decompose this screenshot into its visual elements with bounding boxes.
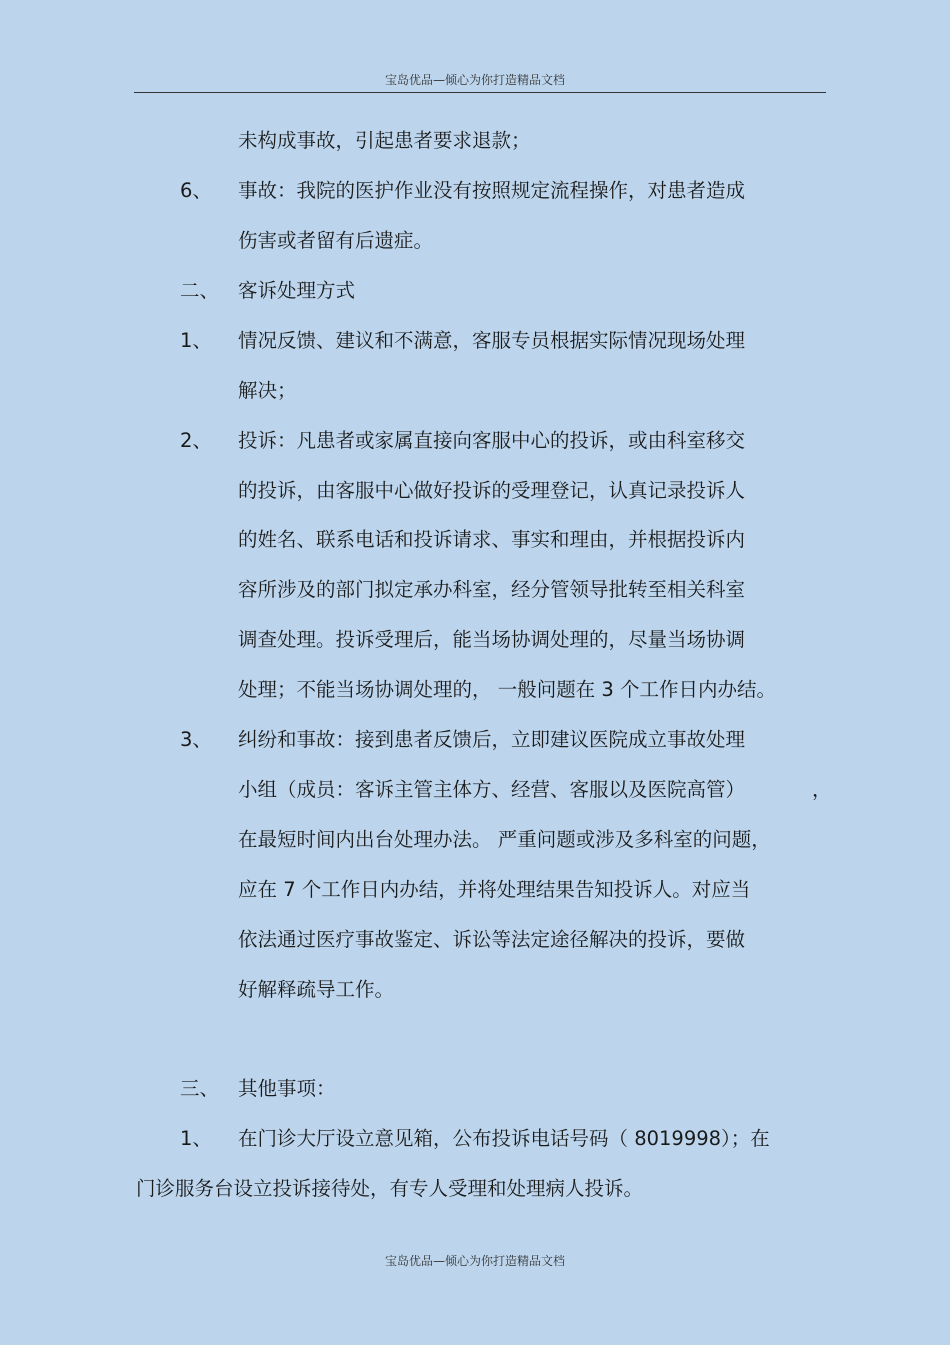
text-line: 小组（成员：客诉主管主体方、经营、客服以及医院高管） xyxy=(238,778,746,801)
item-number: 6、 xyxy=(180,179,212,202)
text-line: 伤害或者留有后遗症。 xyxy=(238,229,434,252)
page-header: 宝岛优品—倾心为你打造精品文档 xyxy=(384,73,565,87)
text-line: ， xyxy=(812,778,832,801)
text-line: 的姓名、联系电话和投诉请求、事实和理由，并根据投诉内 xyxy=(238,528,746,551)
text-line: 事故：我院的医护作业没有按照规定流程操作，对患者造成 xyxy=(238,179,746,202)
section-number: 二、 xyxy=(180,279,220,302)
text-line: 应在 7 个工作日内办结，并将处理结果告知投诉人。对应当 xyxy=(238,878,751,901)
text-line: 处理；不能当场协调处理的， 一般问题在 3 个工作日内办结。 xyxy=(238,678,777,701)
text-line: 好解释疏导工作。 xyxy=(238,978,395,1001)
item-number: 1、 xyxy=(180,1127,212,1150)
section-title: 客诉处理方式 xyxy=(238,279,356,302)
text-line: 解决； xyxy=(238,379,297,402)
text-line: 门诊服务台设立投诉接待处，有专人受理和处理病人投诉。 xyxy=(136,1177,644,1200)
text-line: 在最短时间内出台处理办法。 严重问题或涉及多科室的问题， xyxy=(238,828,771,851)
item-number: 3、 xyxy=(180,728,212,751)
text-line: 情况反馈、建议和不满意，客服专员根据实际情况现场处理 xyxy=(238,329,746,352)
item-number: 2、 xyxy=(180,429,212,452)
page-footer: 宝岛优品—倾心为你打造精品文档 xyxy=(384,1254,565,1268)
text-line: 调查处理。投诉受理后，能当场协调处理的，尽量当场协调 xyxy=(238,628,746,651)
text-line: 未构成事故，引起患者要求退款； xyxy=(238,129,531,152)
header-divider xyxy=(134,92,826,93)
text-line: 依法通过医疗事故鉴定、诉讼等法定途径解决的投诉，要做 xyxy=(238,928,746,951)
item-number: 1、 xyxy=(180,329,212,352)
text-line: 的投诉，由客服中心做好投诉的受理登记，认真记录投诉人 xyxy=(238,479,746,502)
section-title: 其他事项： xyxy=(238,1077,336,1100)
section-number: 三、 xyxy=(180,1077,220,1100)
text-line: 投诉：凡患者或家属直接向客服中心的投诉，或由科室移交 xyxy=(238,429,746,452)
text-line: 在门诊大厅设立意见箱，公布投诉电话号码（ 8019998）；在 xyxy=(238,1127,770,1150)
text-line: 纠纷和事故：接到患者反馈后，立即建议医院成立事故处理 xyxy=(238,728,746,751)
text-line: 容所涉及的部门拟定承办科室，经分管领导批转至相关科室 xyxy=(238,578,746,601)
